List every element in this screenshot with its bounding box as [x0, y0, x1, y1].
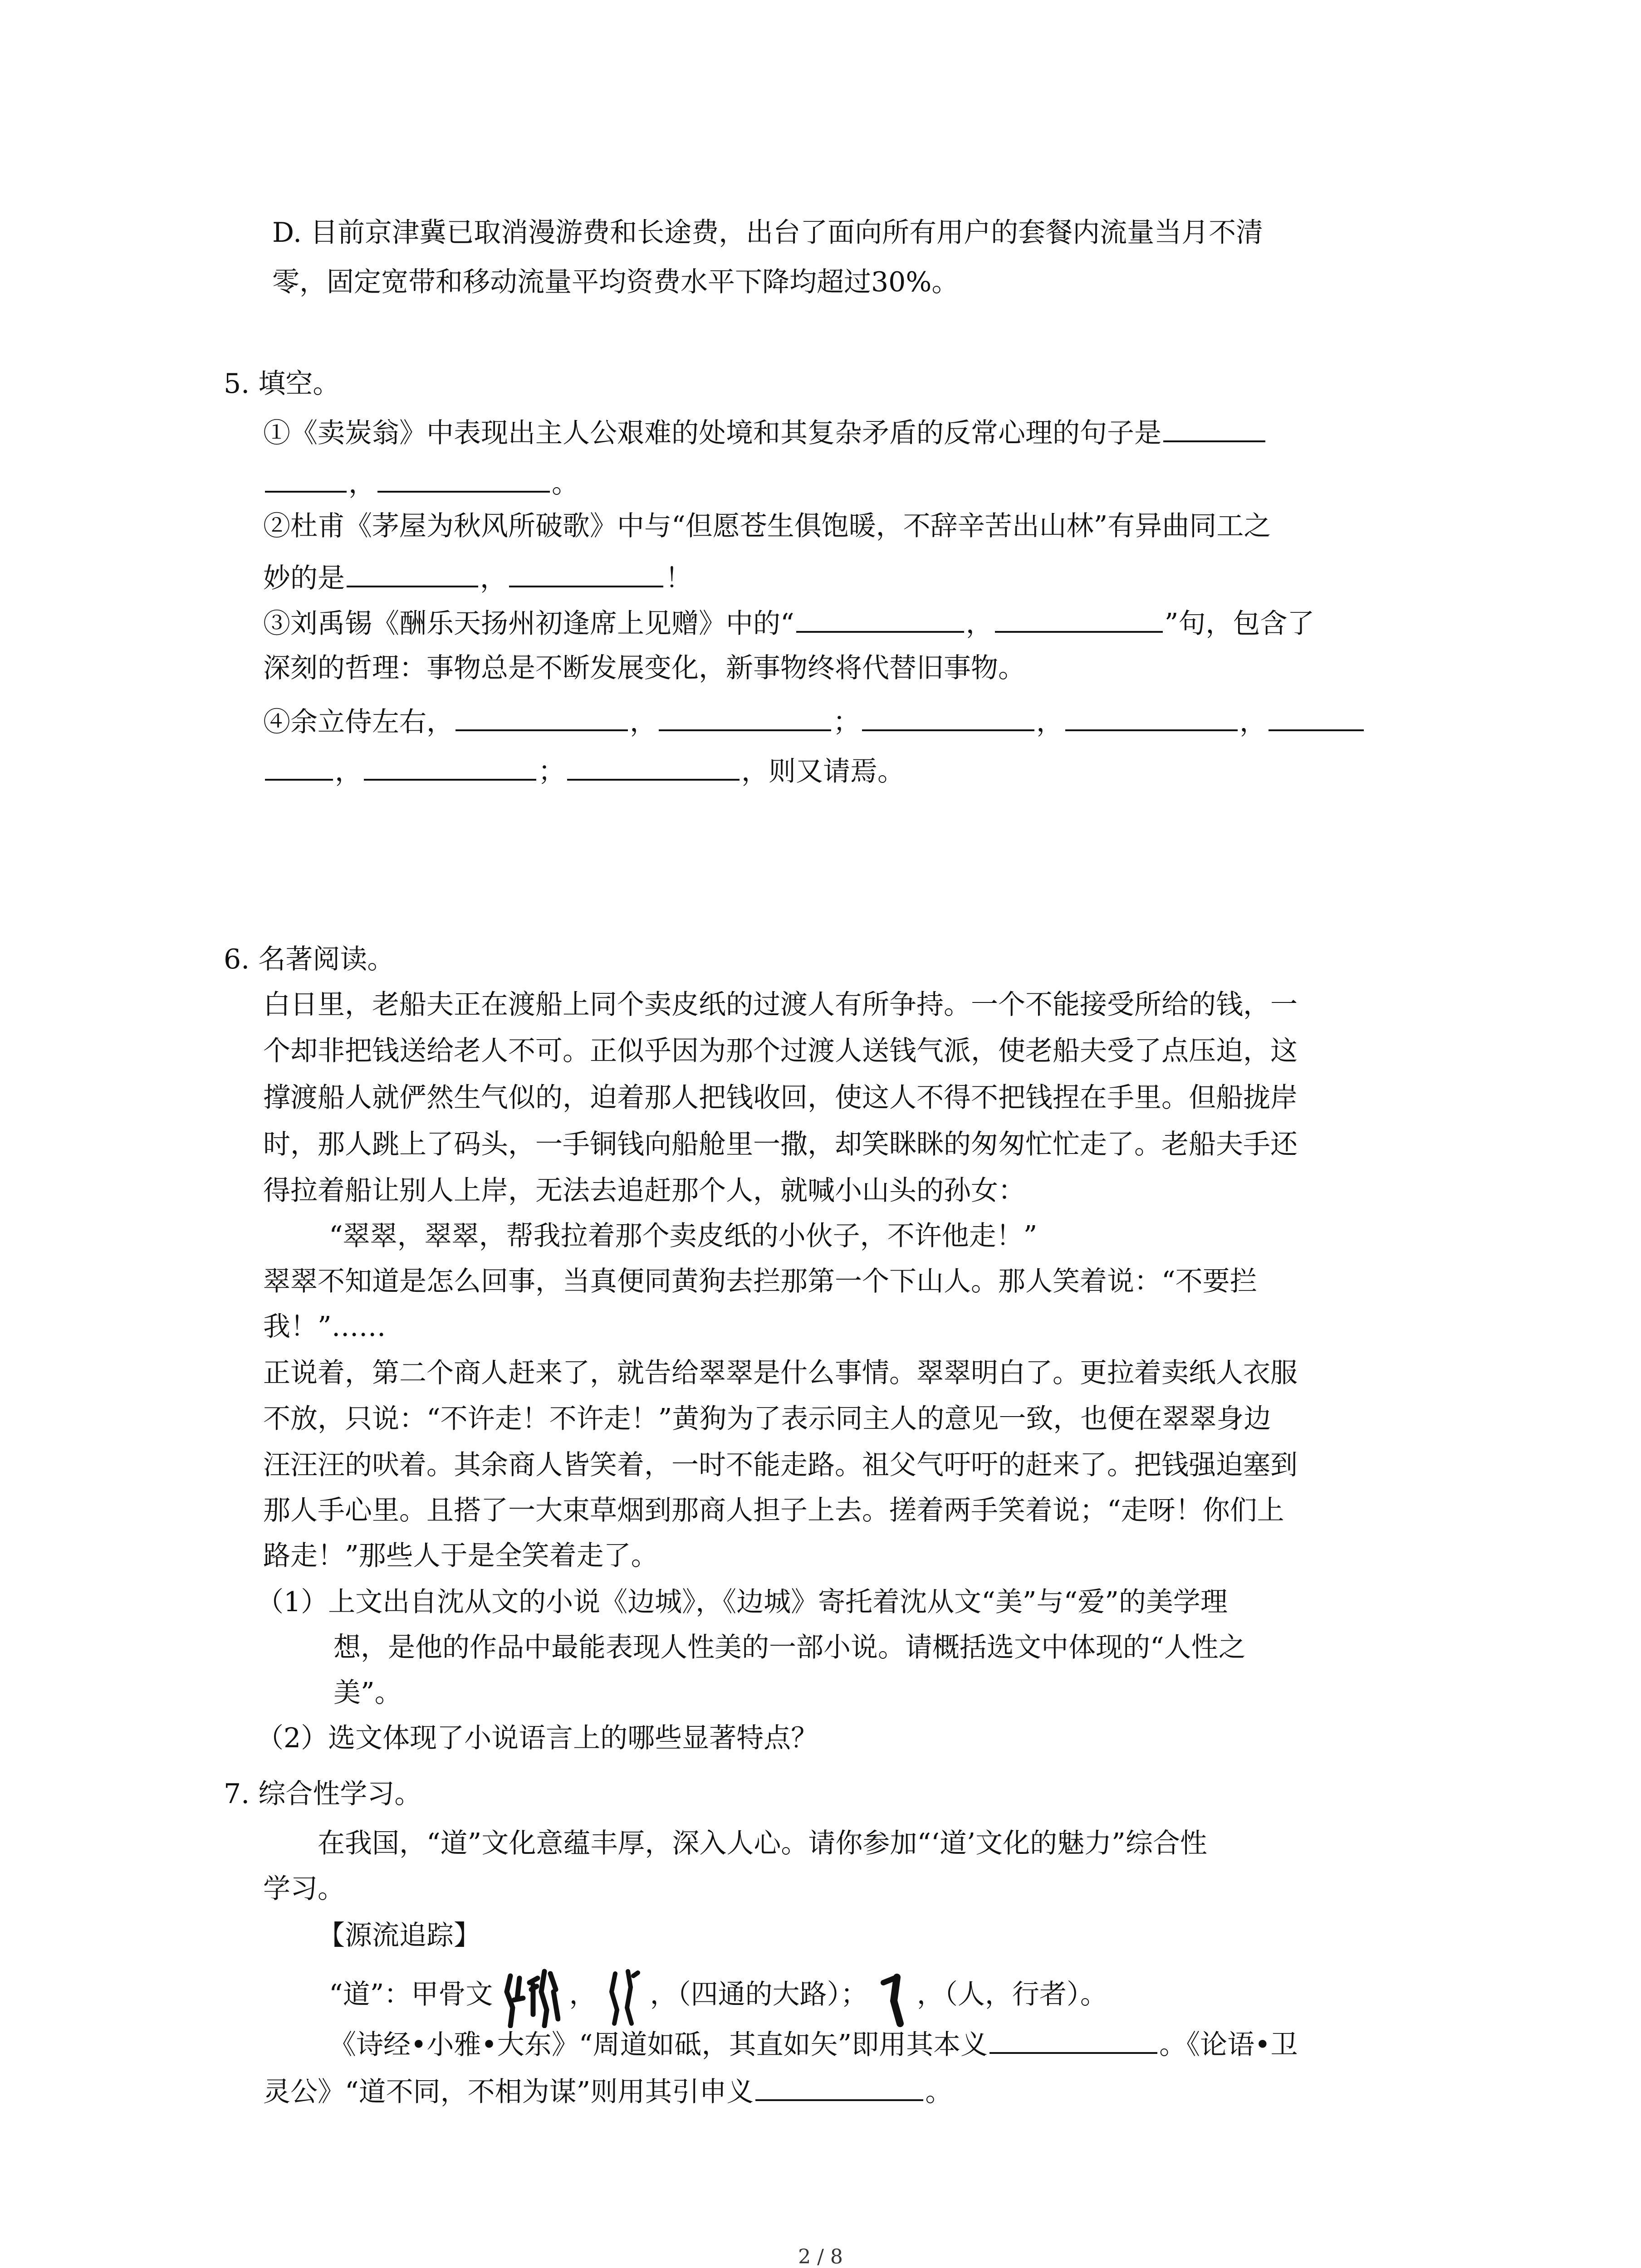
q5-item-3-line-1: [263, 607, 1315, 640]
q5-item-4-end: ，则又请焉。: [741, 756, 905, 787]
answer-blank[interactable]: [862, 706, 1034, 731]
answer-blank[interactable]: [265, 755, 333, 781]
q7-sentence-2-start: 灵公》“道不同，不相为谋”则用其引申义: [263, 2076, 754, 2108]
answer-blank[interactable]: [364, 755, 536, 781]
oracle-road-glyph-icon: [605, 1965, 642, 2028]
punctuation: ，（人，行者）。: [916, 1979, 1107, 2010]
q5-item-2-line-2: [263, 562, 692, 592]
q7-sentence-line-1: [329, 2028, 1298, 2061]
q5-item-3-start: ③刘禹锡《酬乐天扬州初逢席上见赠》中的“: [263, 608, 794, 640]
q6-passage-line: 翠翠不知道是怎么回事，当真便同黄狗去拦那第一个下山人。那人笑着说：“不要拦: [263, 1266, 1257, 1297]
option-d-line-1: D. 目前京津冀已取消漫游费和长途费，出台了面向所有用户的套餐内流量当月不清: [272, 217, 1264, 249]
q6-passage-line: 白日里，老船夫正在渡船上同个卖皮纸的过渡人有所争持。一个不能接受所给的钱，一: [263, 989, 1298, 1021]
answer-blank[interactable]: [989, 2028, 1157, 2054]
punctuation: ；: [538, 756, 565, 787]
q7-intro-line: 学习。: [263, 1873, 345, 1905]
q6-passage-line: 汪汪汪的吠着。其余商人皆笑着，一时不能走路。祖父气吁吁的赶来了。把钱强迫塞到: [263, 1449, 1298, 1481]
q5-item-3-line-2: 深刻的哲理：事物总是不断发展变化，新事物终将代替旧事物。: [263, 652, 1025, 684]
punctuation: ，: [965, 608, 993, 640]
punctuation: ，: [1239, 706, 1267, 738]
answer-blank[interactable]: [755, 2076, 923, 2101]
q6-passage-line: 路走！”那些人于是全笑着走了。: [263, 1540, 658, 1572]
q5-item-1-text: ①《卖炭翁》中表现出主人公艰难的处境和其复杂矛盾的反常心理的句子是: [263, 417, 1161, 449]
punctuation: 。: [552, 468, 579, 499]
answer-blank[interactable]: [347, 562, 478, 587]
question-5-title: 5. 填空。: [224, 368, 340, 400]
q7-sentence-line-2: [263, 2076, 952, 2106]
q5-item-4-line-2: [263, 755, 905, 785]
page-number: 2 / 8: [798, 2245, 843, 2268]
answer-blank[interactable]: [265, 467, 347, 493]
q7-section-heading: 【源流追踪】: [318, 1920, 481, 1951]
q6-passage-line: 那人手心里。且搭了一大束草烟到那商人担子上去。搓着两手笑着说；“走呀！你们上: [263, 1495, 1284, 1526]
q5-item-1-line-2: [263, 467, 579, 497]
q6-sub-question-1-line: 想，是他的作品中最能表现人性美的一部小说。请概括选文中体现的“人性之: [333, 1632, 1246, 1663]
punctuation: ，: [569, 1979, 597, 2010]
oracle-person-glyph-icon: [877, 1965, 908, 2028]
punctuation: 。: [925, 2076, 953, 2108]
q7-sentence-1-start: 《诗经•小雅•大东》“周道如砥，其直如矢”即用其本义: [329, 2029, 988, 2061]
q6-sub-question-2: （2）选文体现了小说语言上的哪些显著特点？: [256, 1722, 818, 1754]
answer-blank[interactable]: [796, 607, 964, 633]
option-d-line-2: 零，固定宽带和移动流量平均资费水平下降均超过30%。: [272, 266, 959, 298]
answer-blank[interactable]: [1269, 706, 1364, 731]
punctuation: ；: [833, 706, 860, 738]
q5-item-2-start: 妙的是: [263, 562, 345, 594]
q5-item-4-line-1: [263, 706, 1366, 736]
q6-passage-line: 我！”……: [263, 1311, 386, 1343]
question-7-title: 7. 综合性学习。: [224, 1778, 422, 1810]
punctuation: ，: [480, 562, 507, 594]
answer-blank[interactable]: [509, 562, 663, 587]
q6-passage-line: 得拉着船让别人上岸，无法去追赶那个人，就喊小山头的孙女：: [263, 1175, 1025, 1207]
punctuation: ，: [630, 706, 657, 738]
answer-blank[interactable]: [377, 467, 550, 493]
q6-passage-line: 个却非把钱送给老人不可。正似乎因为那个过渡人送钱气派，使老船夫受了点压迫，这: [263, 1035, 1298, 1067]
q5-item-2-line-1: ②杜甫《茅屋为秋风所破歌》中与“但愿苍生俱饱暖，不辞辛苦出山林”有异曲同工之: [263, 510, 1271, 542]
oracle-dao-glyph-icon: [501, 1965, 560, 2028]
q6-quote: “翠翠，翠翠，帮我拉着那个卖皮纸的小伙子，不许他走！”: [329, 1220, 1038, 1252]
q6-sub-question-1-line: 美”。: [333, 1677, 402, 1709]
answer-blank[interactable]: [1163, 417, 1265, 442]
answer-blank[interactable]: [1065, 706, 1238, 731]
q6-passage-line: 正说着，第二个商人赶来了，就告给翠翠是什么事情。翠翠明白了。更拉着卖纸人衣服: [263, 1357, 1298, 1389]
dao-label: “道”：甲骨文: [329, 1979, 493, 2010]
punctuation: ，: [348, 468, 376, 499]
punctuation: ，（四通的大路）；: [650, 1979, 868, 2010]
q7-oracle-line: [329, 1963, 1107, 2028]
q6-passage-line: 撑渡船人就俨然生气似的，迫着那人把钱收回，使这人不得不把钱捏在手里。但船拢岸: [263, 1082, 1298, 1114]
q5-item-1-line-1: [263, 417, 1267, 447]
question-6-title: 6. 名著阅读。: [224, 943, 395, 975]
answer-blank[interactable]: [567, 755, 740, 781]
q5-item-4-start: ④余立侍左右，: [263, 706, 454, 738]
q5-item-3-end: ”句，包含了: [1164, 608, 1315, 640]
answer-blank[interactable]: [456, 706, 628, 731]
punctuation: ！: [665, 562, 692, 594]
q7-intro-line: 在我国，“道”文化意蕴丰厚，深入人心。请你参加“‘道’文化的魅力”综合性: [318, 1828, 1207, 1859]
answer-blank[interactable]: [995, 607, 1163, 633]
q6-passage-line: 不放，只说：“不许走！不许走！”黄狗为了表示同主人的意见一致，也便在翠翠身边: [263, 1403, 1271, 1435]
q6-passage-line: 时，那人跳上了码头，一手铜钱向船舱里一撒，却笑眯眯的匆匆忙忙走了。老船夫手还: [263, 1129, 1298, 1160]
q6-sub-question-1-line: （1）上文出自沈从文的小说《边城》，《边城》寄托着沈从文“美”与“爱”的美学理: [256, 1586, 1228, 1618]
punctuation: ，: [335, 756, 362, 787]
answer-blank[interactable]: [659, 706, 831, 731]
q7-sentence-1-end: 。《论语•卫: [1159, 2029, 1298, 2061]
punctuation: ，: [1036, 706, 1063, 738]
